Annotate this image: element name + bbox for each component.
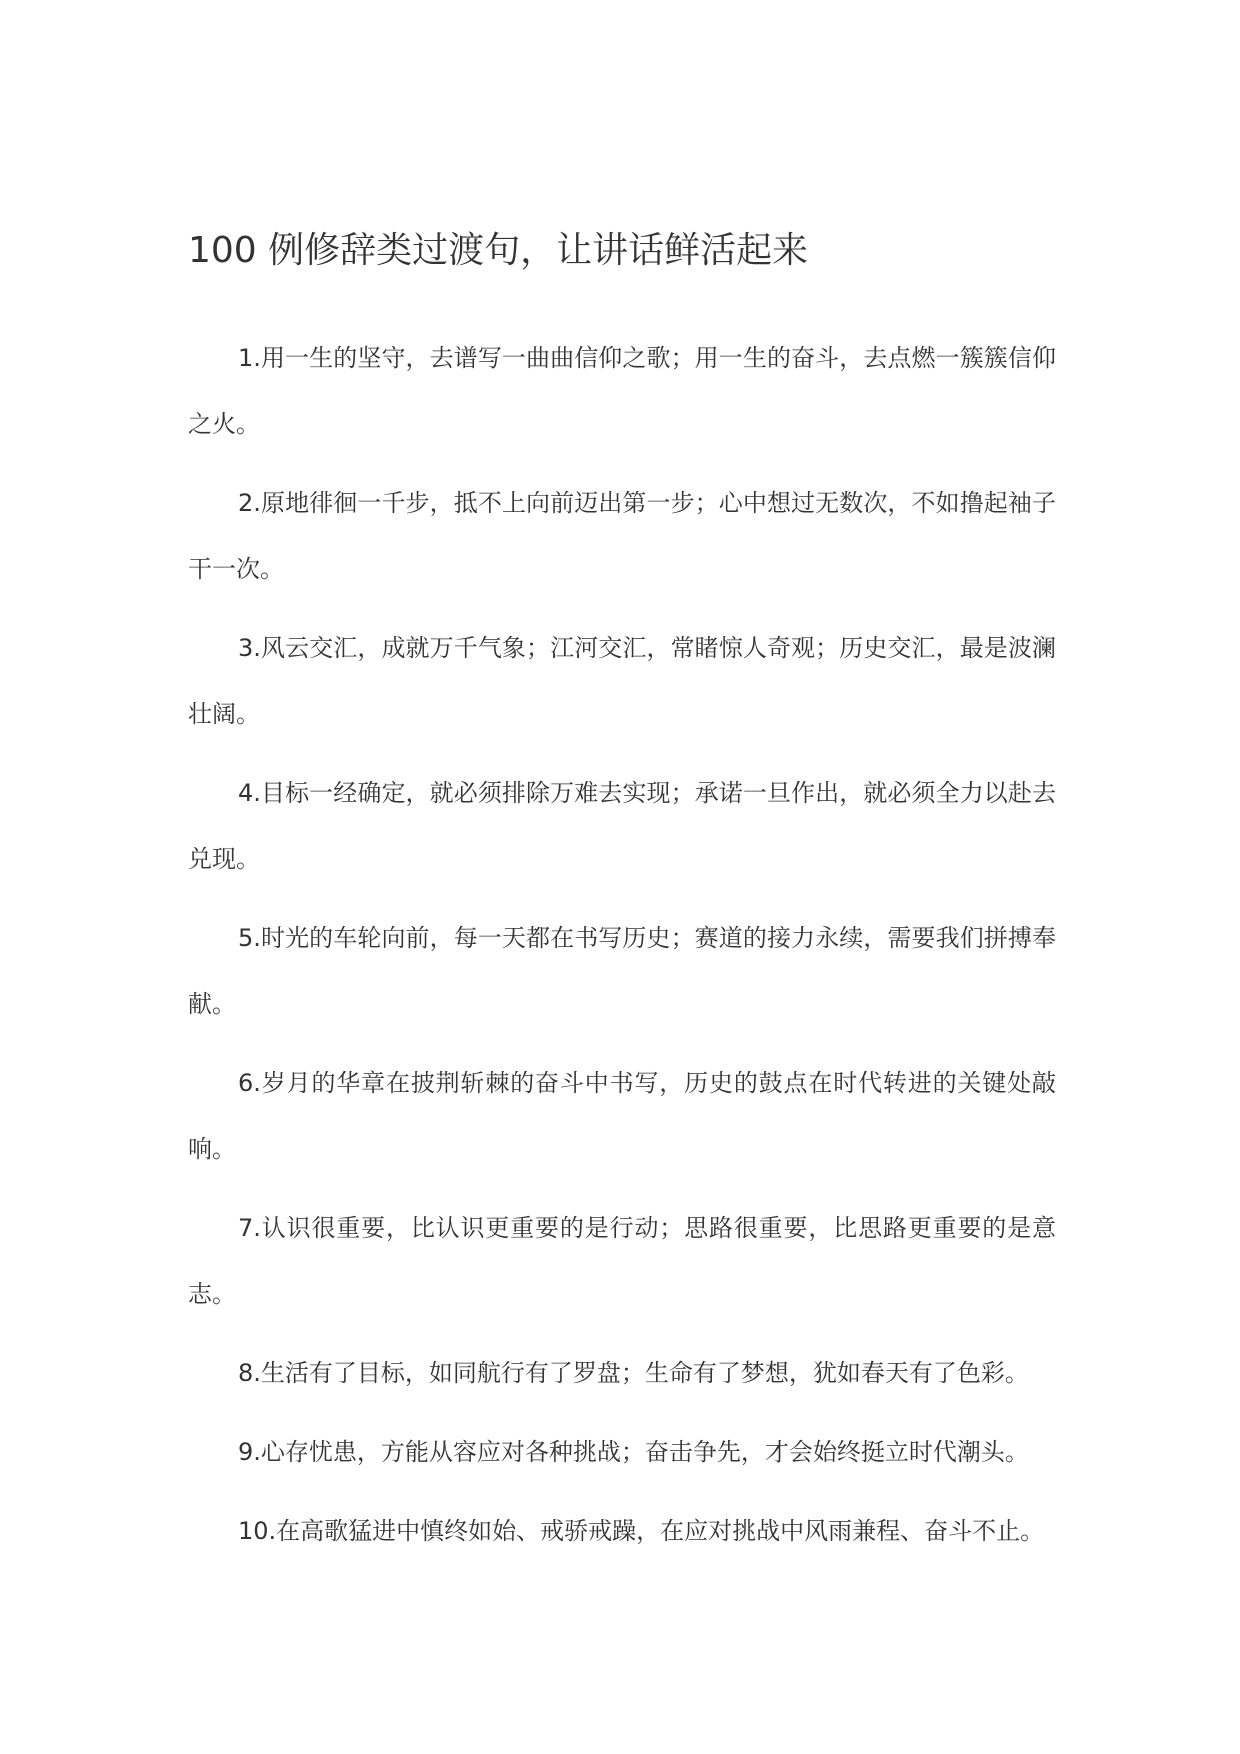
paragraph-6: 6.岁月的华章在披荆斩棘的奋斗中书写，历史的鼓点在时代转进的关键处敲响。 <box>188 1069 1056 1163</box>
paragraph-5: 5.时光的车轮向前，每一天都在书写历史；赛道的接力永续，需要我们拼搏奉献。 <box>188 924 1056 1018</box>
paragraph-10: 10.在高歌猛进中慎终如始、戒骄戒躁，在应对挑战中风雨兼程、奋斗不止。 <box>238 1517 1045 1545</box>
paragraph-7: 7.认识很重要，比认识更重要的是行动；思路很重要，比思路更重要的是意志。 <box>188 1214 1056 1308</box>
paragraph-4: 4.目标一经确定，就必须排除万难去实现；承诺一旦作出，就必须全力以赴去兑现。 <box>188 779 1056 873</box>
paragraph-3: 3.风云交汇，成就万千气象；江河交汇，常睹惊人奇观；历史交汇，最是波澜壮阔。 <box>188 634 1056 728</box>
document-title: 100 例修辞类过渡句，让讲话鲜活起来 <box>188 230 809 272</box>
paragraph-2: 2.原地徘徊一千步，抵不上向前迈出第一步；心中想过无数次，不如撸起袖子干一次。 <box>188 489 1056 583</box>
document-body <box>188 325 1056 1577</box>
paragraph-8: 8.生活有了目标，如同航行有了罗盘；生命有了梦想，犹如春天有了色彩。 <box>238 1359 1029 1387</box>
paragraph-9: 9.心存忧患，方能从容应对各种挑战；奋击争先，才会始终挺立时代潮头。 <box>238 1438 1029 1466</box>
paragraph-1: 1.用一生的坚守，去谱写一曲曲信仰之歌；用一生的奋斗，去点燃一簇簇信仰之火。 <box>188 344 1056 438</box>
